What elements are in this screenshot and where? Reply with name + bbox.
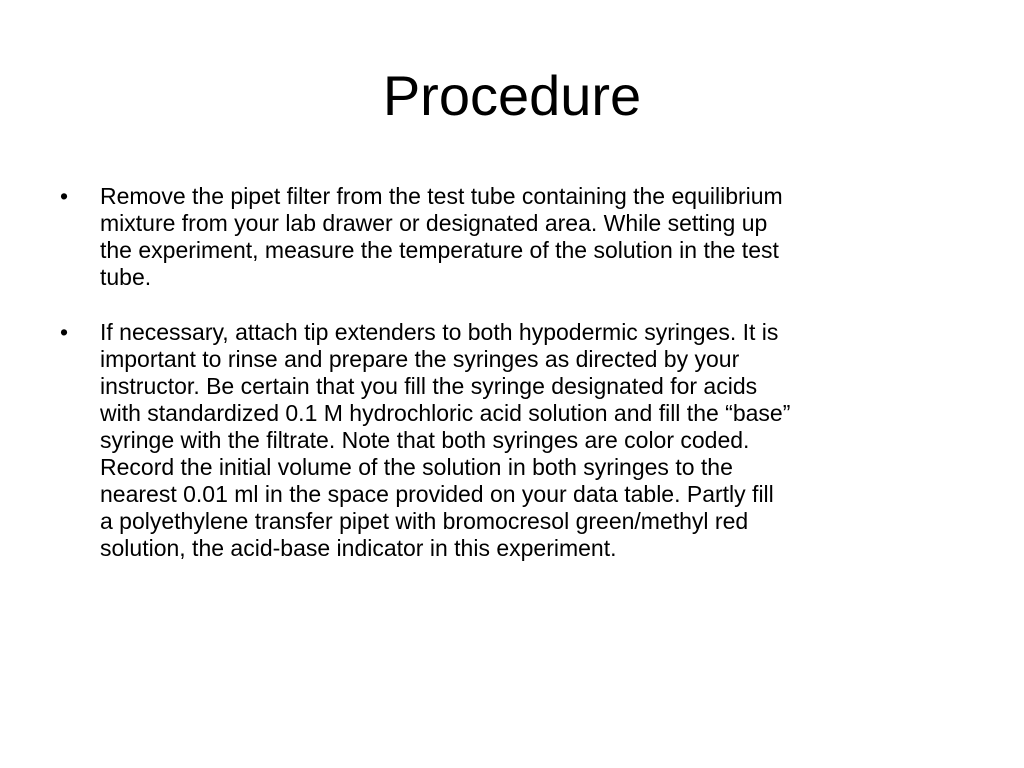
bullet-item-1	[60, 183, 960, 291]
bullet-list	[60, 183, 960, 590]
bullet-marker-1: •	[60, 183, 69, 209]
bullet-marker-2: •	[60, 319, 69, 345]
bullet-item-2	[60, 319, 960, 562]
bullet-text-1: Remove the pipet filter from the test tube containing the equilibrium mixture from your lab drawer or designated area. While setting up the experiment, measure the temperature of the solution in the test tube.	[100, 183, 783, 290]
slide-title: Procedure	[382, 64, 642, 127]
bullet-text-2: If necessary, attach tip extenders to both hypodermic syringes. It is important to rinse and prepare the syringes as directed by your instructor. Be certain that you fill the syringe designated for acids with standardized 0.1 M hydrochloric acid solution and fill the “base” syringe with the filtrate. Note that both syringes are color coded. Record the initial volume of the solution in both syringes to the nearest 0.01 ml in the space provided on your data table. Partly fill a polyethylene transfer pipet with bromocresol green/methyl red solution, the acid-base indicator in this experiment.	[100, 319, 791, 561]
